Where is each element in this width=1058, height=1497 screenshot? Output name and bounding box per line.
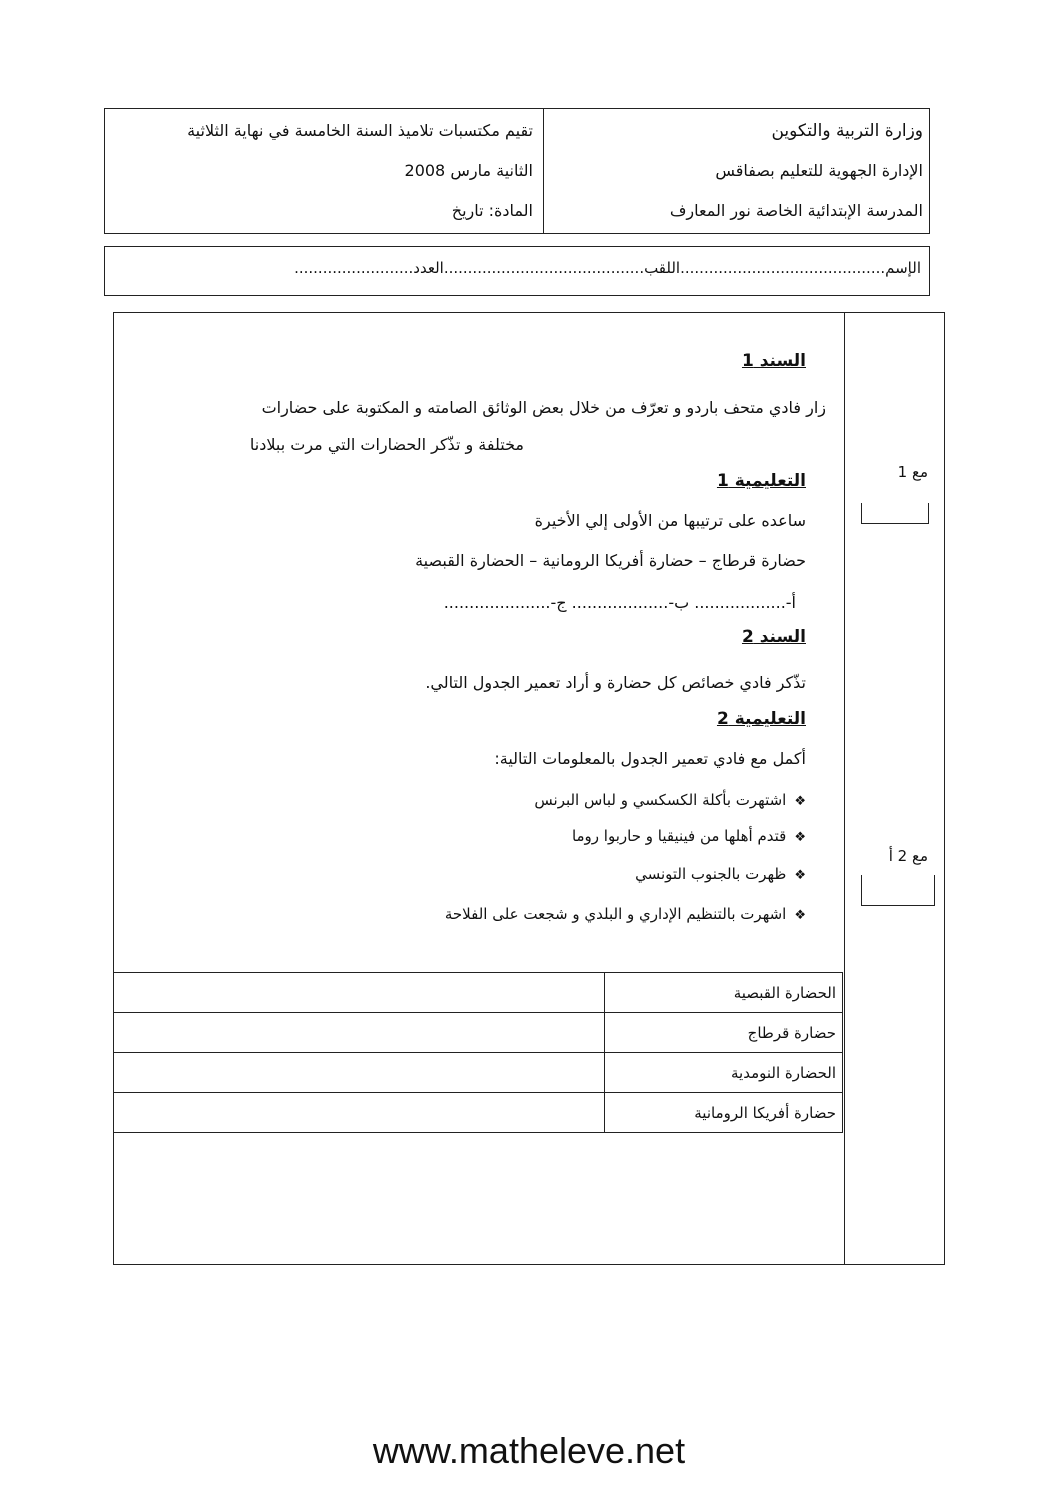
task-1-instruction: ساعده على ترتيبها من الأولى إلي الأخيرة [534, 511, 806, 530]
task-1-civilizations: حضارة قرطاج – حضارة أفريكا الرومانية – الحضارة القبصية [415, 551, 806, 570]
student-info-line[interactable]: الإسم...........................................اللقب..........................................العدد......................... [294, 259, 921, 277]
header-divider [543, 109, 544, 233]
diamond-bullet-icon: ❖ [794, 908, 806, 923]
task-2-item: ❖اشهرت بالتنظيم الإداري و البلدي و شجعت على الفلاحة [444, 905, 806, 923]
school-name: المدرسة الإبتدائية الخاصة نور المعارف [669, 201, 923, 220]
civilization-table [113, 972, 843, 1133]
score-bracket-1[interactable] [861, 503, 929, 524]
sanad-1-heading: السند 1 [741, 351, 806, 371]
sanad-1-text-line1: زار فادي متحف باردو و تعرّف من خلال بعض الوثائق الصامته و المكتوبة على حضارات [261, 398, 826, 417]
task-2-heading: التعليمية 2 [716, 709, 806, 729]
grading-margin-divider [844, 313, 845, 1264]
evaluation-title: تقيم مكتسبات تلاميذ السنة الخامسة في نهاية الثلاثية [187, 121, 533, 140]
table-row-label: الحضارة القبصية [605, 973, 843, 1013]
table-row-label: الحضارة النومدية [605, 1053, 843, 1093]
score-bracket-2[interactable] [861, 875, 935, 906]
table-row [113, 1053, 843, 1093]
task-1-answer-blanks[interactable]: أ-.................. ب-................... ج-..................... [443, 593, 796, 612]
table-answer-cell[interactable] [113, 1093, 605, 1133]
term-date: الثانية مارس 2008 [404, 161, 533, 180]
website-footer[interactable]: www.matheleve.net [372, 1430, 686, 1471]
criterion-mark-1: مع 1 [897, 463, 928, 481]
criterion-mark-2a: مع 2 أ [888, 847, 928, 865]
table-row [113, 1093, 843, 1133]
table-answer-cell[interactable] [113, 1053, 605, 1093]
subject-label: المادة: تاريخ [451, 201, 533, 220]
student-info-box [104, 246, 930, 296]
table-row-label: حضارة أفريكا الرومانية [605, 1093, 843, 1133]
ministry-name: وزارة التربية والتكوين [771, 121, 923, 141]
task-2-item: ❖اشتهرت بأكلة الكسكسي و لباس البرنس [534, 791, 806, 809]
task-1-heading: التعليمية 1 [716, 471, 806, 491]
header-box [104, 108, 930, 234]
regional-office: الإدارة الجهوية للتعليم بصفاقس [715, 161, 923, 180]
sanad-1-text-line2: مختلفة و تذّكر الحضارات التي مرت ببلادنا [249, 435, 524, 454]
table-answer-cell[interactable] [113, 973, 605, 1013]
diamond-bullet-icon: ❖ [794, 794, 806, 809]
diamond-bullet-icon: ❖ [794, 830, 806, 845]
table-row [113, 1013, 843, 1053]
task-2-item: ❖ظهرت بالجنوب التونسي [635, 865, 806, 883]
table-answer-cell[interactable] [113, 1013, 605, 1053]
table-row [113, 973, 843, 1013]
diamond-bullet-icon: ❖ [794, 868, 806, 883]
sanad-2-text: تذّكر فادي خصائص كل حضارة و أراد تعمير الجدول التالي. [425, 673, 806, 692]
sanad-2-heading: السند 2 [741, 627, 806, 647]
task-2-instruction: أكمل مع فادي تعمير الجدول بالمعلومات التالية: [494, 749, 806, 768]
table-row-label: حضارة قرطاج [605, 1013, 843, 1053]
task-2-item: ❖قتدم أهلها من فينيقيا و حاربوا روما [571, 827, 806, 845]
